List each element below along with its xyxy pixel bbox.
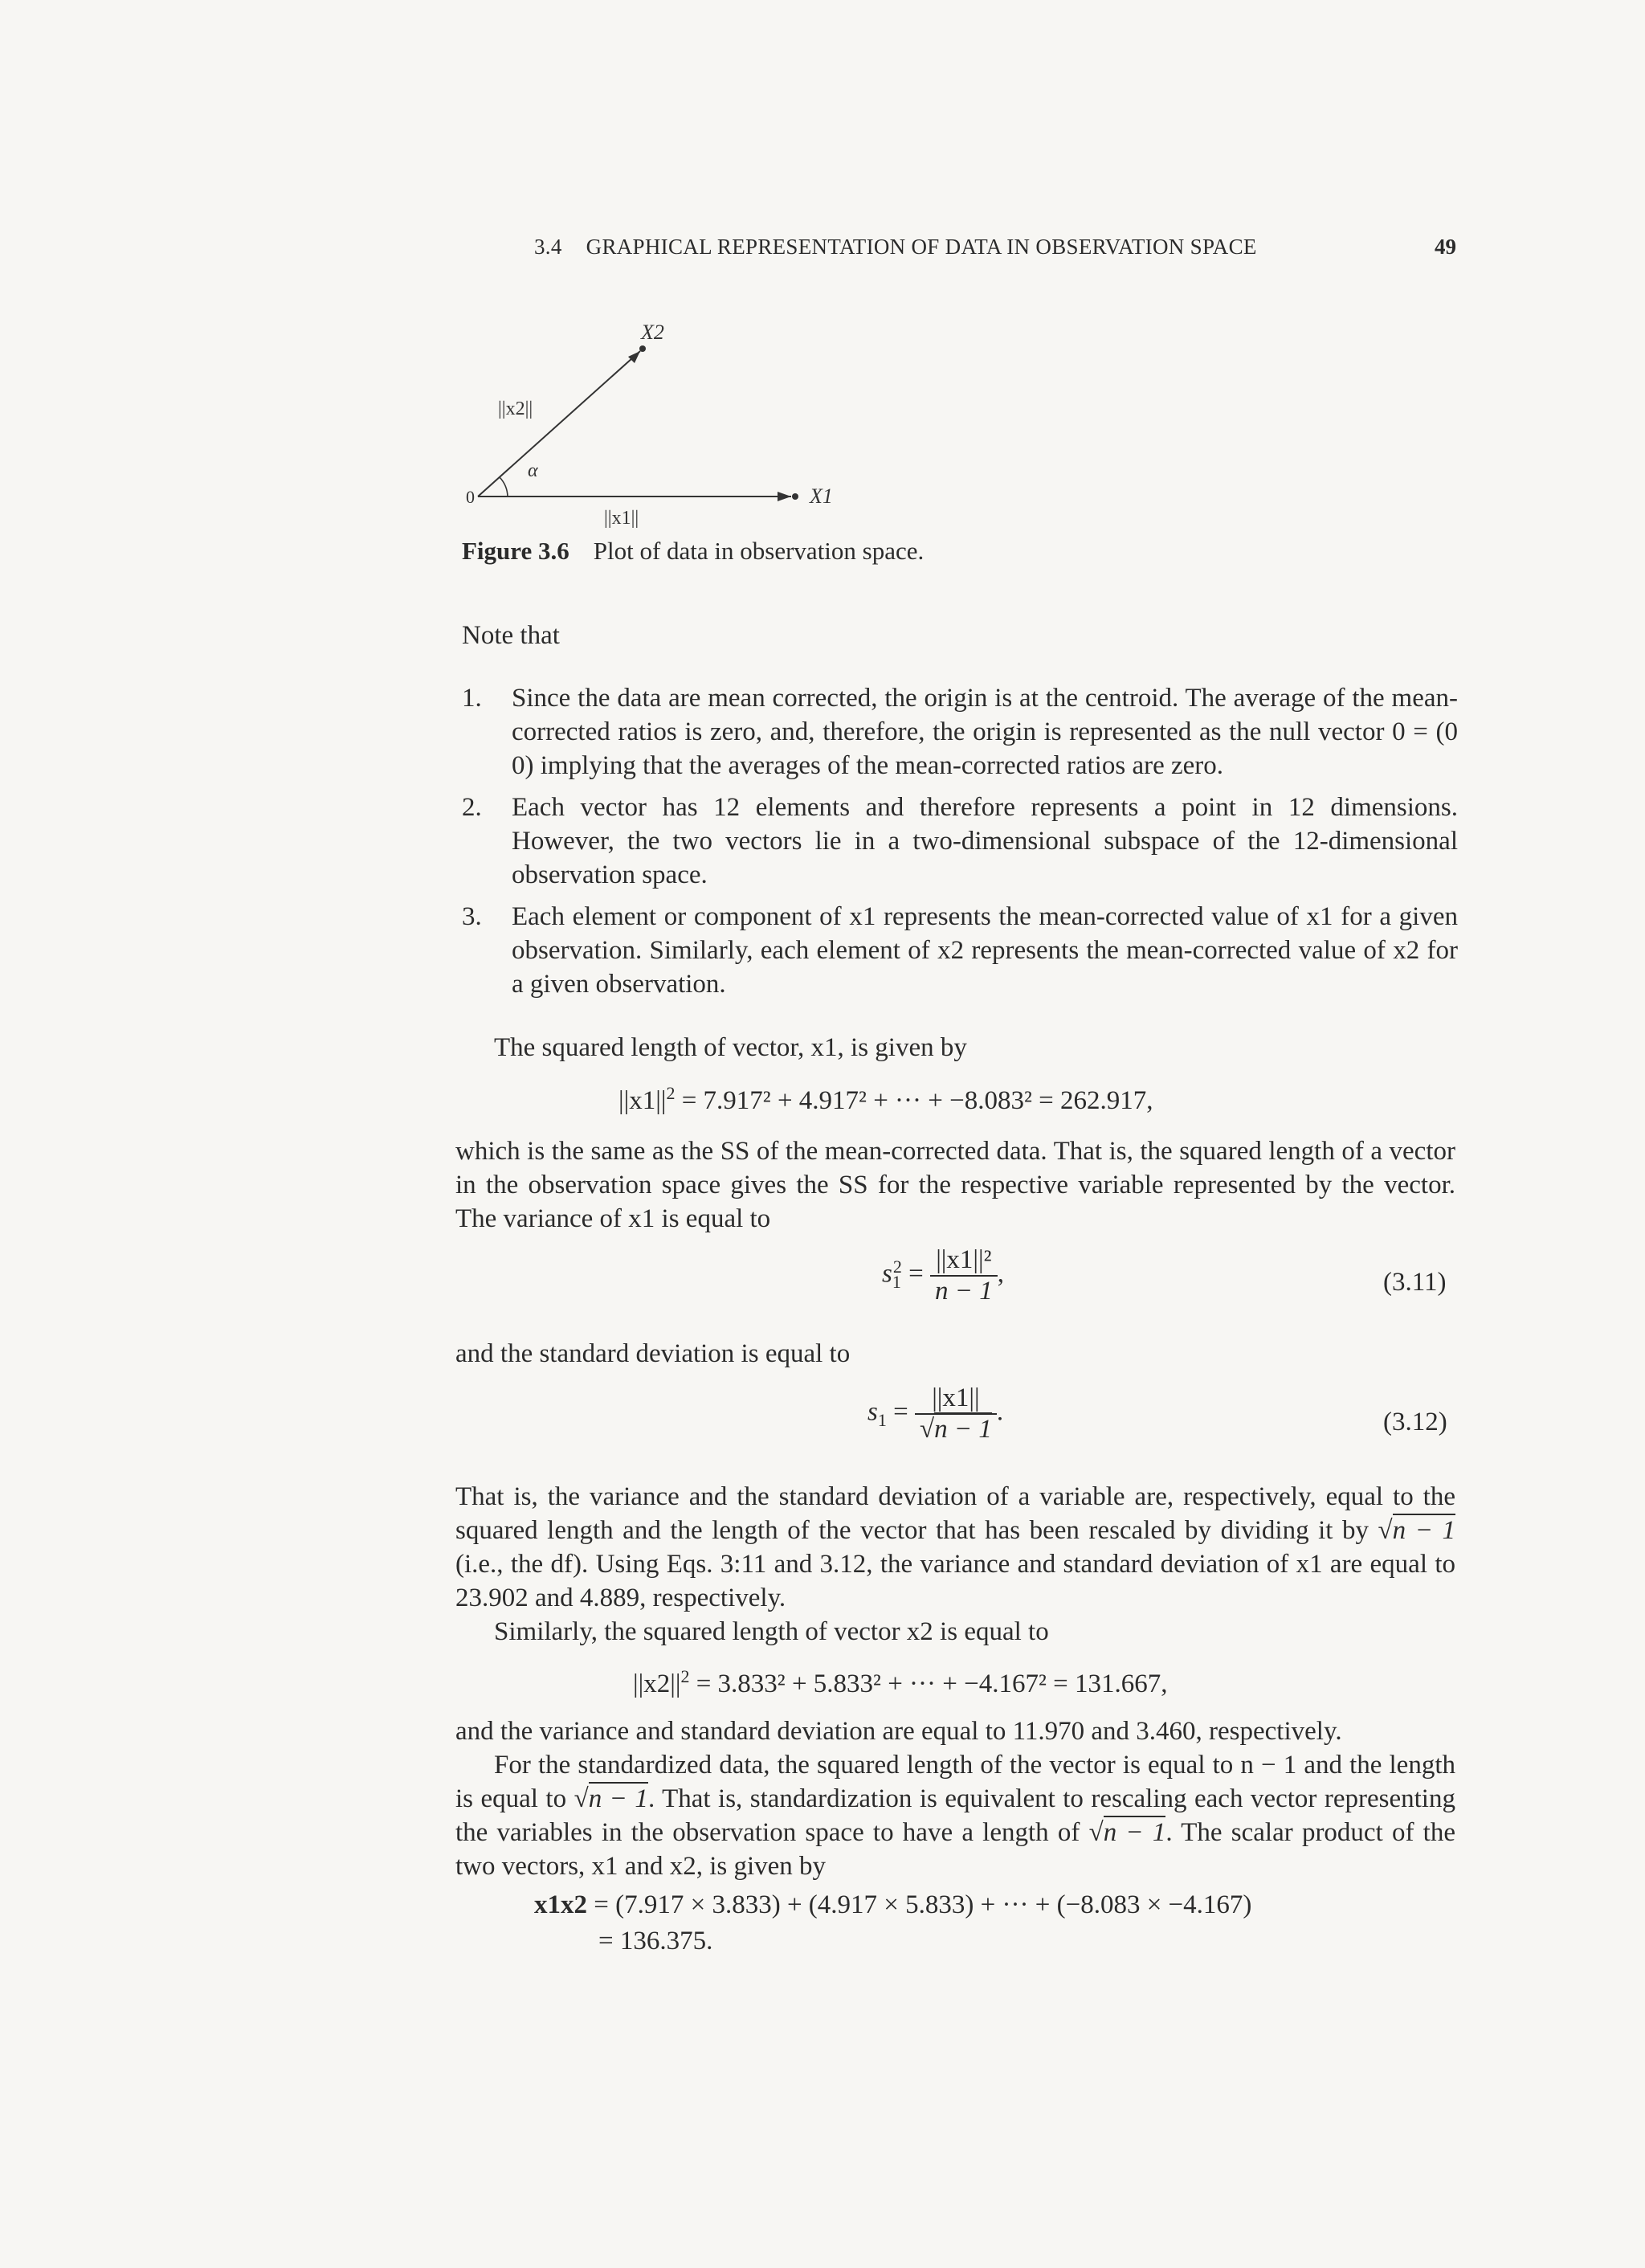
list-item: 1. Since the data are mean corrected, the origin is at the centroid. The average of the mean-corrected ratios is zero, and, therefore, the origin is represented as the null vector 0 = (0 0) implying that the averages of the mean-corrected ratios are zero.: [462, 684, 1458, 780]
equation-3-12: $s_1$ = $\frac{||x1||}{√n - 1}$ .: [867, 1383, 1004, 1444]
paragraph-ss: which is the same as the SS of the mean-corrected data. That is, the squared length of a vector in the observation space gives the SS for the respective variable represented by the vector. The variance of x1 is equal to: [455, 1137, 1455, 1233]
vector-x1-arrowhead: [778, 492, 791, 501]
running-head: [534, 235, 1257, 259]
equation-number-3-12: (3.12): [1383, 1408, 1447, 1436]
equation-length-x1: $||x1||^2 = 7.917^2 + 4.917^2$ + ··· + −8.083² = 262.917,: [618, 1083, 1153, 1115]
page-number: 49: [1435, 235, 1456, 259]
vector-x2-line: [478, 351, 640, 497]
figure-caption: [462, 537, 924, 566]
equation-3-11: $s_1^2$ = $\frac{\text{||x1||²}}{n - 1}$ ,: [882, 1245, 1004, 1306]
paragraph-standard-deviation: and the standard deviation is equal to: [455, 1339, 851, 1368]
label-x1: X1: [810, 484, 833, 508]
angle-arc: [500, 477, 508, 497]
label-length-x1: ||x1||: [604, 508, 639, 529]
section-number: 3.4: [534, 235, 562, 259]
paragraph-variance-interpretation: That is, the variance and the standard deviation of a variable are, respectively, equal to the squared length and the length of the vector that has been rescaled by dividing it by √n − 1 (i.e., the df). Using Eqs. 3:11 and 3.12, the variance and standard deviation of x1 are equal to 23.902 and 4.889, respectively.: [455, 1482, 1455, 1612]
numbered-list: [462, 681, 1458, 1009]
paragraph-squared-length-x1: The squared length of vector, x1, is given by: [494, 1033, 967, 1062]
label-length-x2: ||x2||: [498, 398, 533, 419]
vector-figure: [450, 313, 867, 538]
equation-length-x2: $||x2||^2 = 3.833^2 + 5.833^2$ + ··· + −4.167² = 131.667,: [633, 1666, 1168, 1698]
figure-caption-text: Plot of data in observation space.: [593, 537, 925, 565]
paragraph-variance-x2: and the variance and standard deviation are equal to 11.970 and 3.460, respectively.: [455, 1717, 1342, 1746]
equation-scalar-product-result: = 136.375.: [598, 1927, 713, 1955]
figure-label: Figure 3.6: [462, 537, 569, 565]
equation-number-3-11: (3.11): [1383, 1268, 1447, 1297]
paragraph-squared-length-x2: Similarly, the squared length of vector x2 is equal to: [494, 1617, 1049, 1646]
list-item: 2. Each vector has 12 elements and therefore represents a point in 12 dimensions. However, the two vectors lie in a two-dimensional subspace of the 12-dimensional observation space.: [462, 793, 1458, 889]
vector-x2-point: [639, 345, 646, 352]
list-item: 3. Each element or component of x1 represents the mean-corrected value of x1 for a given observation. Similarly, each element of x2 represents the mean-corrected value of x2 for a given observation.: [462, 902, 1458, 999]
section-title: GRAPHICAL REPRESENTATION OF DATA IN OBSERVATION SPACE: [586, 235, 1257, 259]
label-alpha: α: [528, 460, 538, 481]
label-origin: 0: [466, 487, 475, 507]
note-intro: Note that: [462, 621, 560, 650]
equation-scalar-product: x1x2 = (7.917 × 3.833) + (4.917 × 5.833) + ··· + (−8.083 × −4.167): [534, 1890, 1252, 1919]
label-x2: X2: [641, 321, 664, 344]
vector-x1-point: [792, 493, 798, 500]
paragraph-standardized-data: For the standardized data, the squared length of the vector is equal to n − 1 and the length is equal to √n − 1. That is, standardization is equivalent to rescaling each vector representing the variables in the observation space to have a length of √n − 1. The scalar product of the two vectors, x1 and x2, is given by: [455, 1751, 1455, 1881]
